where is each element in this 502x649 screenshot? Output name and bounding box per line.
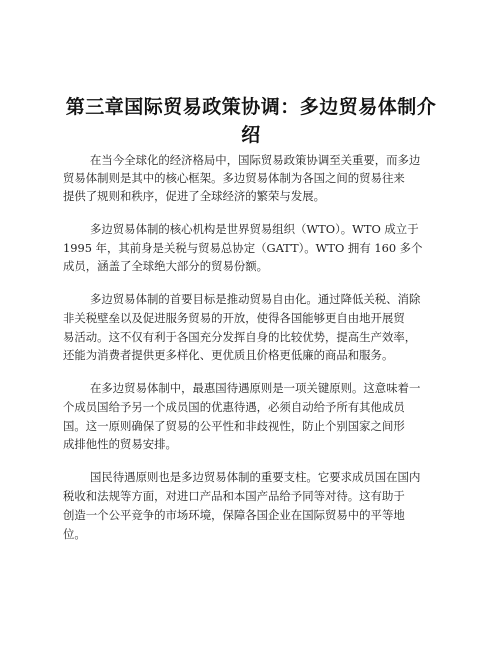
paragraph-1-line-3: 提供了规则和秩序，促进了全球经济的繁荣与发展。 <box>63 189 325 203</box>
paragraph-4-line-2: 个成员国给予另一个成员国的优惠待遇，必须自动给予所有其他成员 <box>63 400 405 414</box>
paragraph-3-line-1: 多边贸易体制的首要目标是推动贸易自由化。通过降低关税、消除 <box>90 292 421 306</box>
paragraph-3-line-4: 还能为消费者提供更多样化、更优质且价格更低廉的商品和服务。 <box>63 348 394 362</box>
paragraph-4-line-1: 在多边贸易体制中，最惠国待遇原则是一项关键原则。这意味着一 <box>90 381 421 395</box>
paragraph-4-line-4: 成排他性的贸易安排。 <box>63 437 177 451</box>
paragraph-1-line-1: 在当今全球化的经济格局中，国际贸易政策协调至关重要，而多边 <box>90 153 421 167</box>
chapter-title-line-2: 绍 <box>241 124 261 146</box>
paragraph-2-line-2: 1995 年，其前身是关税与贸易总协定（GATT）。WTO 拥有 160 多个 <box>63 241 423 255</box>
paragraph-1-line-2: 贸易体制则是其中的核心框架。多边贸易体制为各国之间的贸易往来 <box>63 171 405 185</box>
paragraph-4-line-3: 国。这一原则确保了贸易的公平性和非歧视性，防止个别国家之间形 <box>63 419 405 433</box>
paragraph-3-line-2: 非关税壁垒以及促进服务贸易的开放，使得各国能够更自由地开展贸 <box>63 311 405 325</box>
chapter-title-line-1: 第三章国际贸易政策协调：多边贸易体制介 <box>65 96 437 118</box>
paragraph-2-line-1: 多边贸易体制的核心机构是世界贸易组织（WTO）。WTO 成立于 <box>90 222 419 236</box>
paragraph-5-line-4: 位。 <box>63 527 86 541</box>
paragraph-5-line-1: 国民待遇原则也是多边贸易体制的重要支柱。它要求成员国在国内 <box>90 470 421 484</box>
paragraph-2-line-3: 成员，涵盖了全球绝大部分的贸易份额。 <box>63 259 269 273</box>
paragraph-5-line-2: 税收和法规等方面，对进口产品和本国产品给予同等对待。这有助于 <box>63 489 405 503</box>
paragraph-3-line-3: 易活动。这不仅有利于各国充分发挥自身的比较优势，提高生产效率， <box>63 330 417 344</box>
paragraph-5-line-3: 创造一个公平竞争的市场环境，保障各国企业在国际贸易中的平等地 <box>63 508 405 522</box>
